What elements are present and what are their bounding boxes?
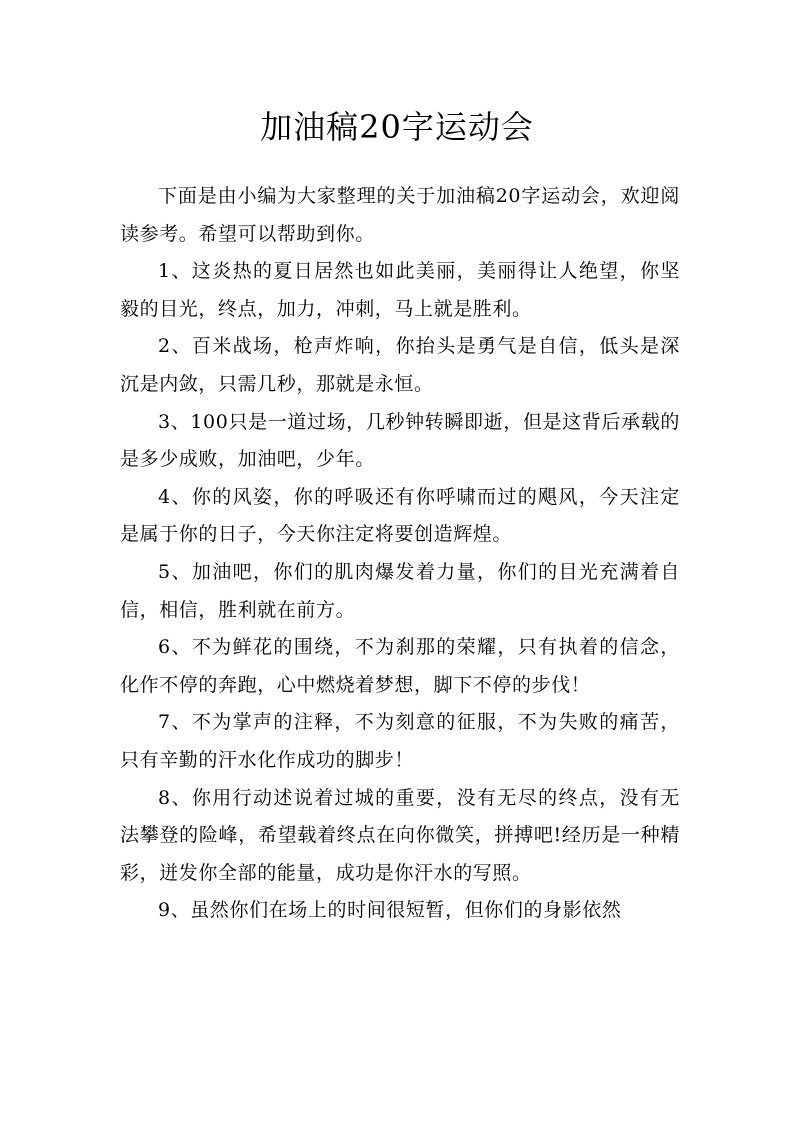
cheer-paragraph-6: 6、不为鲜花的围绕，不为刹那的荣耀，只有执着的信念，化作不停的奔跑，心中燃烧着梦想，脚下不停的步伐！ (120, 636, 680, 696)
document-title: 加油稿20字运动会 (260, 108, 534, 146)
document-body (120, 178, 680, 930)
cheer-paragraph-5: 5、加油吧，你们的肌肉爆发着力量，你们的目光充满着自信，相信，胜利就在前方。 (120, 560, 680, 621)
intro-paragraph: 下面是由小编为大家整理的关于加油稿20字运动会，欢迎阅读参考。希望可以帮助到你。 (120, 185, 680, 245)
cheer-paragraph-7: 7、不为掌声的注释，不为刻意的征服，不为失败的痛苦，只有辛勤的汗水化作成功的脚步！ (120, 711, 680, 771)
cheer-paragraph-3: 3、100只是一道过场，几秒钟转瞬即逝，但是这背后承载的是多少成败，加油吧，少年。 (120, 410, 680, 471)
cheer-paragraph-1: 1、这炎热的夏日居然也如此美丽，美丽得让人绝望，你坚毅的目光，终点，加力，冲刺，马上就是胜利。 (120, 260, 680, 320)
cheer-paragraph-9: 9、虽然你们在场上的时间很短暂，但你们的身影依然 (158, 899, 622, 922)
cheer-paragraph-2: 2、百米战场，枪声炸响，你抬头是勇气是自信，低头是深沉是内敛，只需几秒，那就是永恒。 (120, 335, 680, 395)
cheer-paragraph-4: 4、你的风姿，你的呼吸还有你呼啸而过的飓风，今天注定是属于你的日子，今天你注定将要创造辉煌。 (120, 485, 680, 546)
cheer-paragraph-8: 8、你用行动述说着过城的重要，没有无尽的终点，没有无法攀登的险峰，希望载着终点在向你微笑，拼搏吧!经历是一种精彩，迸发你全部的能量，成功是你汗水的写照。 (120, 786, 680, 884)
